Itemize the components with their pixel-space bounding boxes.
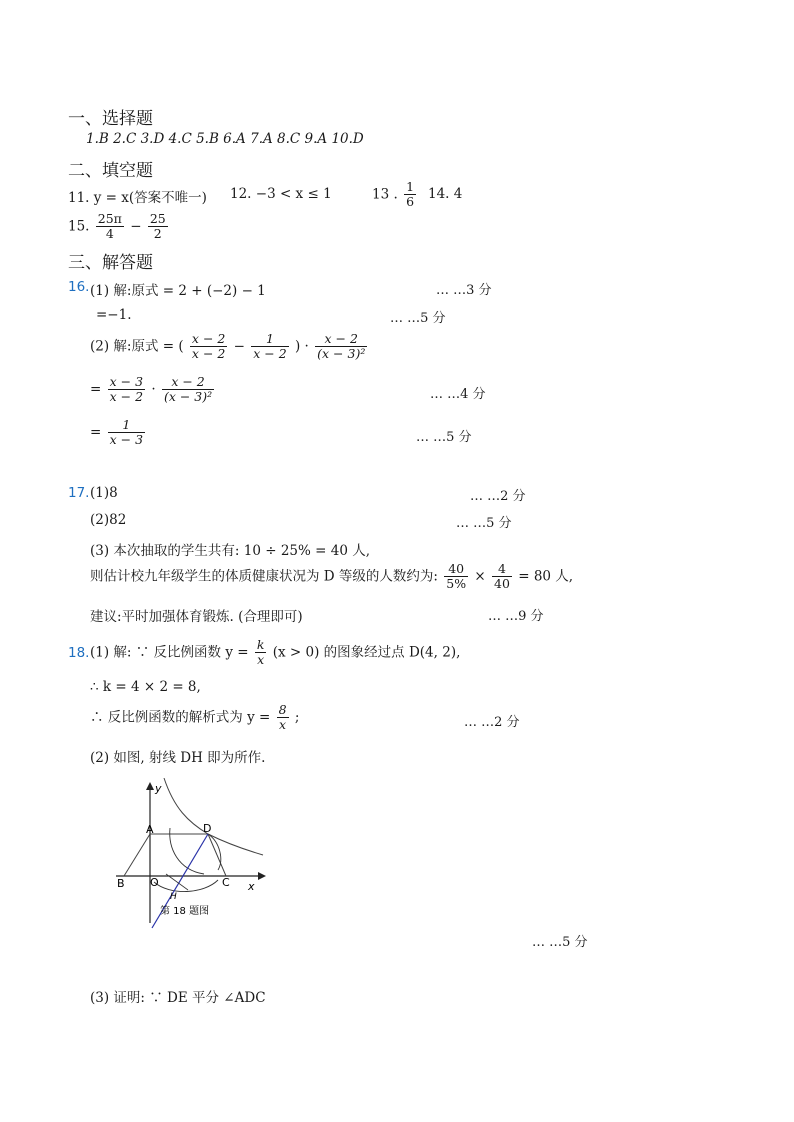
q18-points-3: … …2 分 (464, 715, 520, 730)
q17-fraction-1: $\frac{40}{5\%}$ (446, 561, 467, 592)
label-A: A (146, 823, 154, 836)
q16-line-2: =−1. (96, 307, 132, 323)
q16-fraction-4: $\frac{x - 3}{x - 2}$ (109, 374, 144, 405)
section-title-fill: 二、填空题 (68, 161, 153, 181)
label-H: H (170, 892, 177, 902)
q18-fraction-2: $\frac{8}{x}$ (278, 702, 287, 733)
q16-number: 16. (68, 279, 90, 295)
label-D: D (203, 822, 212, 835)
label-x: x (248, 880, 255, 893)
q17-line-4: 则估计校九年级学生的体质健康状况为 D 等级的人数约为: $\frac{40}{5\%}$ × $\frac{4}{40}$ = 80 人, (90, 561, 574, 592)
q17-line-3: (3) 本次抽取的学生共有: 10 ÷ 25% = 40 人, (90, 543, 370, 559)
figure-caption: 第 18 题图 (160, 906, 210, 917)
arc-3 (154, 880, 218, 892)
fill-q15-prefix: 15. (68, 218, 90, 235)
fill-q13 (372, 180, 418, 210)
fill-q15-fraction-2: $\frac{25}{2}$ (149, 211, 166, 242)
q17-points-1: … …2 分 (470, 489, 526, 504)
hyperbola-curve (164, 778, 263, 855)
q18-figure (108, 778, 278, 930)
q18-line-1: (1) 解: ∵ 反比例函数 y = $\frac{k}{x}$ (x > 0) 的图象经过点 D(4, 2), (90, 637, 461, 668)
q18-fraction-1: $\frac{k}{x}$ (256, 637, 265, 668)
q17-points-2: … …5 分 (456, 516, 512, 531)
q17-line-5: 建议:平时加强体育锻炼. (合理即可) (90, 609, 303, 625)
q17-line-2: (2)82 (90, 512, 127, 528)
label-y: y (155, 782, 162, 795)
q16-fraction-5: $\frac{x - 2}{\text{(x − 3)²}}$ (163, 374, 213, 405)
q17-number: 17. (68, 485, 90, 501)
choice-answers: 1.B 2.C 3.D 4.C 5.B 6.A 7.A 8.C 9.A 10.D (86, 131, 364, 147)
q16-fraction-3: $\frac{x - 2}{\text{(x − 3)²}}$ (317, 331, 366, 362)
q17-points-5: … …9 分 (488, 609, 544, 624)
label-O: O (150, 876, 159, 889)
q16-points-1: … …3 分 (436, 283, 492, 298)
q16-line-5: = $\frac{1}{x - 3}$ (90, 417, 144, 448)
segment-DC (208, 834, 226, 876)
label-B: B (117, 877, 125, 890)
label-C: C (222, 876, 230, 889)
section-title-solve: 三、解答题 (68, 253, 153, 273)
fill-q15 (68, 212, 170, 242)
fill-q14: 14. 4 (428, 186, 463, 202)
fill-q13-prefix: 13 . (372, 186, 398, 203)
arc-1 (170, 828, 204, 874)
q16-points-2: … …5 分 (390, 311, 446, 326)
section-title-choice: 一、选择题 (68, 109, 153, 129)
q18-line-5: (3) 证明: ∵ DE 平分 ∠ADC (90, 990, 266, 1006)
q16-fraction-1: $\frac{x - 2}{x - 2}$ (191, 331, 226, 362)
q16-line-4: = $\frac{x - 3}{x - 2}$ · $\frac{x - 2}{\text{(x − 3)²}}$ (90, 374, 213, 405)
fill-q11: 11. y = x(答案不唯一) (68, 190, 207, 206)
q18-line-3: ∴ 反比例函数的解析式为 y = $\frac{8}{x}$ ; (90, 702, 300, 733)
fill-q12: 12. −3 < x ≤ 1 (230, 186, 332, 202)
segment-BA (124, 834, 150, 876)
q18-line-4: (2) 如图, 射线 DH 即为所作. (90, 750, 266, 766)
q16-points-5: … …5 分 (416, 430, 472, 445)
y-axis-arrow (146, 782, 154, 790)
q18-number: 18. (68, 645, 90, 661)
x-axis-arrow (258, 872, 266, 880)
q16-points-4: … …4 分 (430, 387, 486, 402)
q17-line-1: (1)8 (90, 485, 118, 501)
q18-figure-points: … …5 分 (532, 935, 588, 950)
q16-line-3: (2) 解:原式 = ( $\frac{x - 2}{x - 2}$ − $\frac{1}{x - 2}$ ) · $\frac{x - 2}{\text{(x − 3)²}}$ (90, 331, 366, 362)
fill-q13-fraction: $\frac{1}{6}$ (406, 179, 415, 210)
q16-fraction-2: $\frac{1}{x - 2}$ (253, 331, 287, 362)
fill-q15-fraction-1: $\frac{25\pi}{4}$ (97, 211, 122, 242)
q18-line-2: ∴ k = 4 × 2 = 8, (90, 679, 201, 695)
q16-fraction-6: $\frac{1}{x - 3}$ (109, 417, 144, 448)
q16-line-1: (1) 解:原式 = 2 + (−2) − 1 (90, 283, 266, 299)
fill-q15-minus: − (130, 218, 142, 235)
q17-fraction-2: $\frac{4}{40}$ (494, 561, 510, 592)
